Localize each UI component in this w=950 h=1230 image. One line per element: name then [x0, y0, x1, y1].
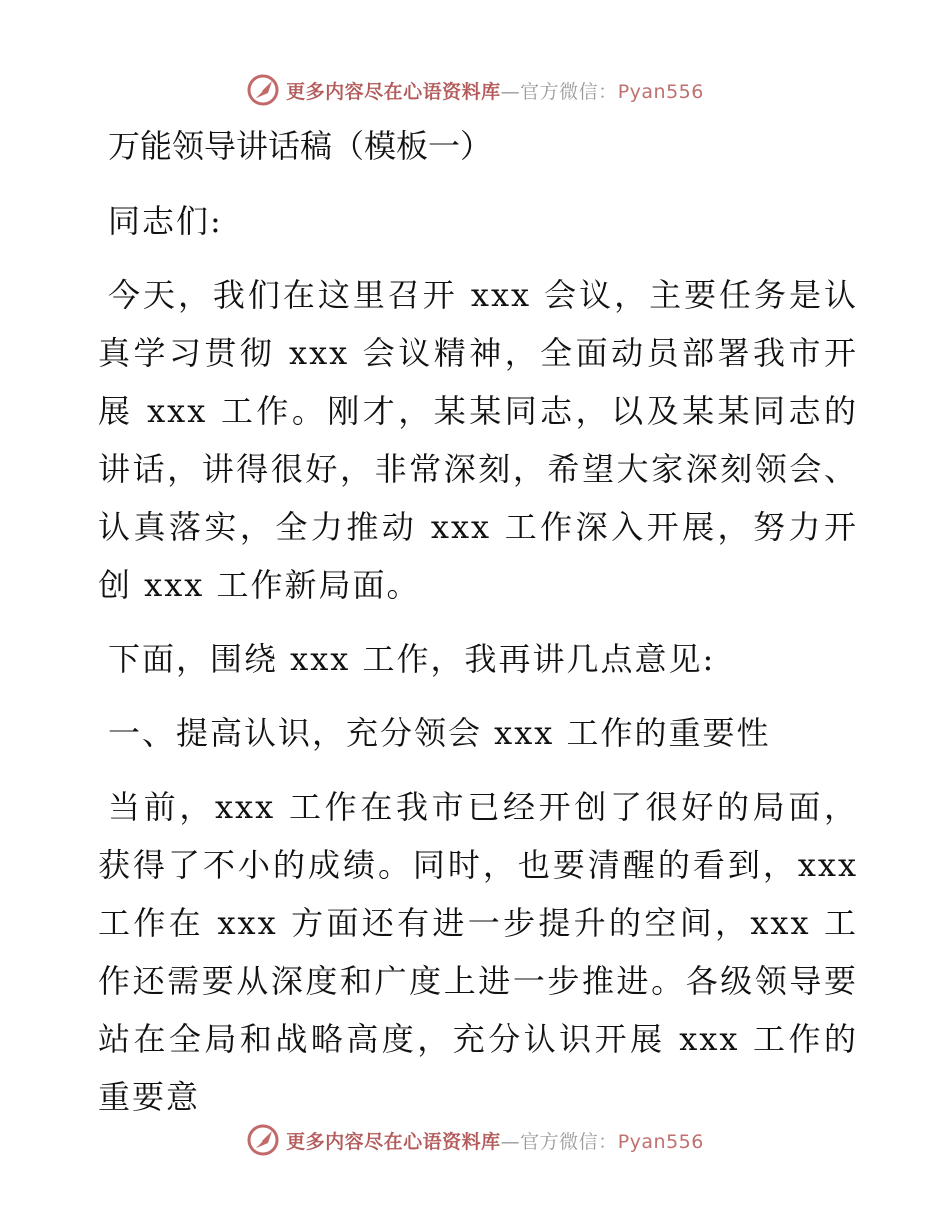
watermark-sub: —官方微信： [500, 80, 618, 103]
section-heading-1: 一、提高认识，充分领会 xxx 工作的重要性 [108, 714, 771, 752]
document-body [98, 122, 858, 1142]
watermark-id: Pyan556 [617, 1130, 704, 1153]
watermark-text [286, 77, 704, 104]
watermark-header [0, 70, 950, 110]
watermark-footer [0, 1120, 950, 1160]
paragraph-intro: 今天，我们在这里召开 xxx 会议，主要任务是认真学习贯彻 xxx 会议精神，全面动员部署我市开展 xxx 工作。刚才，某某同志，以及某某同志的讲话，讲得很好，非常深刻，希望大家深刻领会、认真落实，全力推动 xxx 工作深入开展，努力开创 xxx 工作新局面。 [98, 276, 858, 604]
watermark-text [286, 1127, 704, 1154]
watermark-id: Pyan556 [617, 80, 704, 103]
watermark-sub: —官方微信： [500, 1130, 618, 1153]
watermark-main: 更多内容尽在心语资料库 [286, 1130, 501, 1153]
document-title: 万能领导讲话稿（模板一） [108, 127, 493, 165]
quill-logo-icon [246, 1123, 280, 1157]
paragraph-salutation: 同志们: [108, 202, 223, 240]
quill-logo-icon [246, 73, 280, 107]
watermark-main: 更多内容尽在心语资料库 [286, 80, 501, 103]
paragraph-section-1: 当前，xxx 工作在我市已经开创了很好的局面，获得了不小的成绩。同时，也要清醒的看到，xxx 工作在 xxx 方面还有进一步提升的空间，xxx 工作还需要从深度和广度上进一步推进。各级领导要站在全局和战略高度，充分认识开展 xxx 工作的重要意 [98, 788, 858, 1116]
paragraph-transition: 下面，围绕 xxx 工作，我再讲几点意见: [108, 640, 716, 678]
